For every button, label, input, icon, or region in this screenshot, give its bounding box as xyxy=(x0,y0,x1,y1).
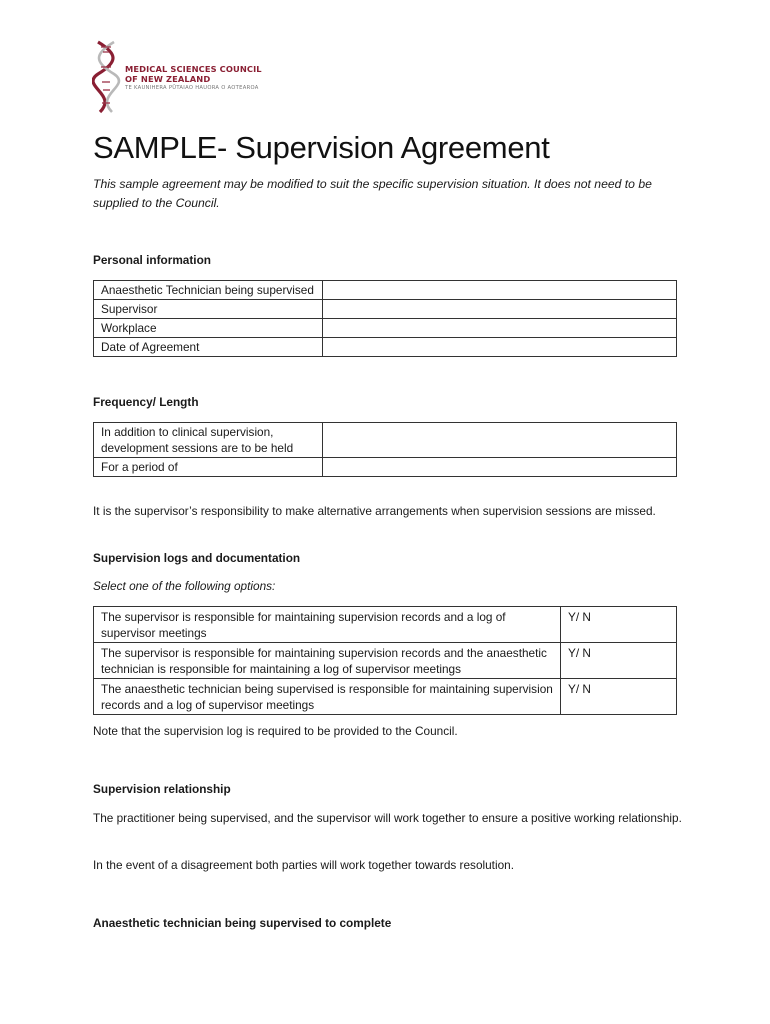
table-row xyxy=(94,423,677,458)
option-choice-yn[interactable]: Y/ N xyxy=(561,607,677,643)
period-field[interactable] xyxy=(323,458,677,477)
table-row xyxy=(94,643,677,679)
option-text: The supervisor is responsible for maintaining supervision records and the anaesthetic technician is responsible for maintaining a log of supervisor meetings xyxy=(94,643,561,679)
row-label: Anaesthetic Technician being supervised xyxy=(94,281,323,300)
row-label: Supervisor xyxy=(94,300,323,319)
option-text: The supervisor is responsible for maintaining supervision records and a log of supervisor meetings xyxy=(94,607,561,643)
logo-name-line1: MEDICAL SCIENCES COUNCIL xyxy=(125,64,262,74)
relationship-para-2: In the event of a disagreement both parties will work together towards resolution. xyxy=(93,858,514,872)
agreement-date-field[interactable] xyxy=(323,338,677,357)
dna-helix-icon xyxy=(92,40,124,114)
row-label: Workplace xyxy=(94,319,323,338)
responsibility-text: It is the supervisor’s responsibility to make alternative arrangements when supervision sessions are missed. xyxy=(93,504,656,518)
relationship-heading: Supervision relationship xyxy=(93,782,231,796)
workplace-field[interactable] xyxy=(323,319,677,338)
council-logo xyxy=(92,40,272,114)
frequency-heading: Frequency/ Length xyxy=(93,395,199,409)
option-choice-yn[interactable]: Y/ N xyxy=(561,679,677,715)
log-note: Note that the supervision log is required to be provided to the Council. xyxy=(93,724,458,738)
frequency-table xyxy=(93,422,677,477)
logs-heading: Supervision logs and documentation xyxy=(93,551,301,565)
personal-info-heading: Personal information xyxy=(93,253,211,267)
intro-text: This sample agreement may be modified to suit the specific supervision situation. It does not need to be supplied to the Council. xyxy=(93,177,652,210)
table-row xyxy=(94,319,677,338)
logo-maori-name: TE KAUNIHERA PŪTAIAO HAUORA O AOTEAROA xyxy=(125,85,259,91)
technician-name-field[interactable] xyxy=(323,281,677,300)
table-row xyxy=(94,300,677,319)
row-label: In addition to clinical supervision, development sessions are to be held xyxy=(94,423,323,458)
logs-instruction: Select one of the following options: xyxy=(93,579,276,593)
table-row xyxy=(94,338,677,357)
table-row xyxy=(94,607,677,643)
row-label: Date of Agreement xyxy=(94,338,323,357)
option-choice-yn[interactable]: Y/ N xyxy=(561,643,677,679)
option-text: The anaesthetic technician being supervised is responsible for maintaining supervision records and a log of supervisor meetings xyxy=(94,679,561,715)
personal-info-table xyxy=(93,280,677,357)
table-row xyxy=(94,281,677,300)
supervisor-field[interactable] xyxy=(323,300,677,319)
session-frequency-field[interactable] xyxy=(323,423,677,458)
table-row xyxy=(94,458,677,477)
complete-heading: Anaesthetic technician being supervised to complete xyxy=(93,916,392,930)
document-title: SAMPLE- Supervision Agreement xyxy=(93,130,550,165)
row-label: For a period of xyxy=(94,458,323,477)
logs-options-table xyxy=(93,606,677,715)
relationship-para-1: The practitioner being supervised, and the supervisor will work together to ensure a positive working relationship. xyxy=(93,811,682,825)
table-row xyxy=(94,679,677,715)
logo-name-line2: OF NEW ZEALAND xyxy=(125,74,211,84)
